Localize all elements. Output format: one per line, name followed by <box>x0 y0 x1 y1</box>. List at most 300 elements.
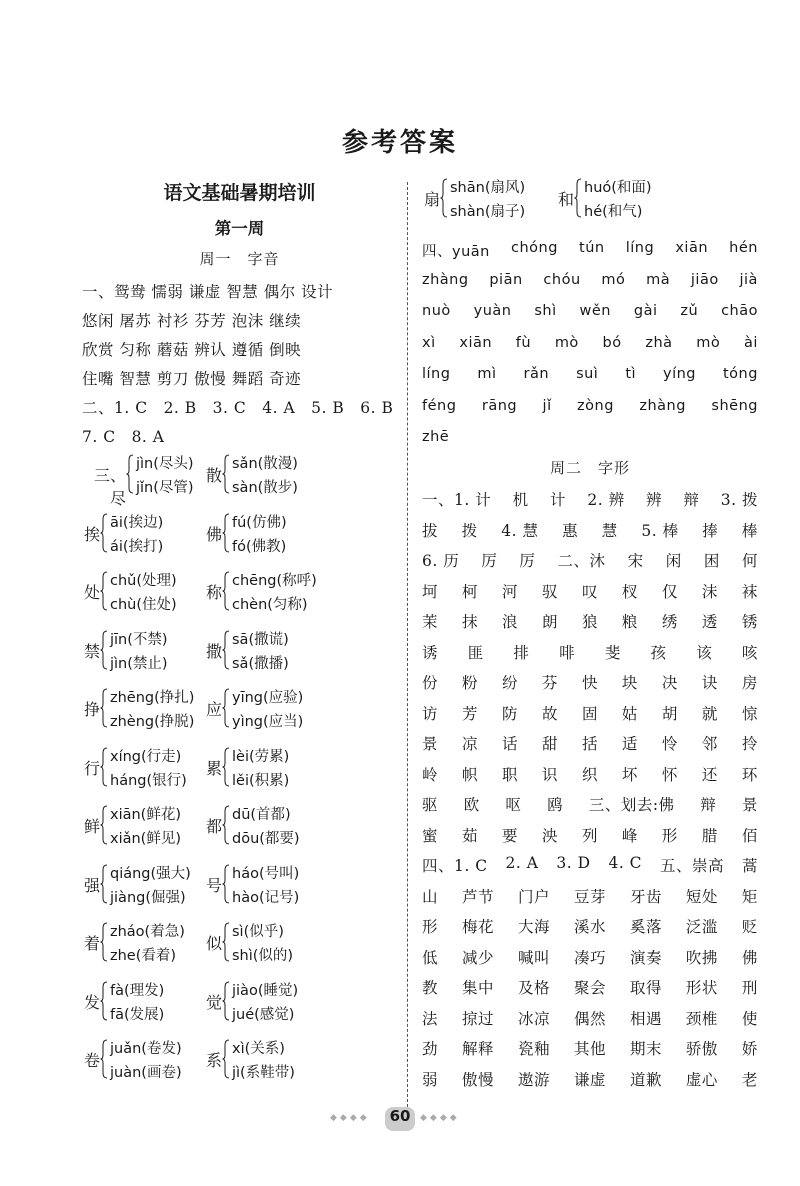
answer-item: shēng <box>711 397 758 414</box>
reading-1: huó(和面) <box>584 180 652 196</box>
page-title: 参考答案 <box>341 128 458 158</box>
brace-icon <box>222 1039 230 1079</box>
answer-item: 括 <box>581 735 598 753</box>
brace-icon <box>100 864 108 904</box>
answer-item: 形 <box>661 826 678 845</box>
answer-item: 娇 <box>741 1040 758 1058</box>
brace-icon <box>100 922 108 962</box>
answer-item: 捧 <box>702 521 719 540</box>
answer-item: 计 <box>549 491 566 509</box>
answer-row <box>422 976 758 998</box>
reading-2: lěi(积累) <box>232 772 290 789</box>
answer-item: ài <box>744 334 758 351</box>
answer-item: 仅 <box>661 582 678 601</box>
brace-icon <box>100 571 108 611</box>
answer-row <box>422 488 758 510</box>
polyphone-char: 应 <box>205 700 222 719</box>
answer-item: 坷 <box>422 582 439 601</box>
answer-item: 五、崇高 <box>659 857 724 875</box>
answer-item: 驭 <box>541 582 558 601</box>
answer-row <box>422 272 758 288</box>
reading-2: hào(记号) <box>232 889 300 906</box>
reading-2: ái(挨打) <box>110 538 164 555</box>
answer-item: 解释 <box>461 1040 494 1058</box>
q2-line: 7. C 8. A <box>82 428 165 446</box>
answer-item: bó <box>602 334 622 351</box>
answer-item: 刑 <box>741 979 758 997</box>
column-divider <box>407 182 408 1107</box>
answer-item: 二、沐 <box>557 552 606 570</box>
answer-item: zhē <box>422 429 450 445</box>
answer-item: chóng <box>510 240 558 256</box>
brace-icon <box>100 981 108 1021</box>
answer-item: 取得 <box>629 979 662 997</box>
answer-item: 2. 辨 <box>587 491 625 509</box>
answer-item: 甜 <box>541 735 558 753</box>
brace-icon <box>574 178 582 218</box>
answer-row <box>422 398 758 414</box>
answer-row <box>422 366 758 382</box>
brace-icon <box>100 805 108 845</box>
brace-icon <box>222 805 230 845</box>
answer-item: jǐ <box>542 397 552 414</box>
reading-2: juàn(画卷) <box>110 1065 182 1081</box>
polyphone-char: 禁 <box>83 641 100 661</box>
answer-item: 孩 <box>650 643 667 662</box>
polyphone-char: 系 <box>205 1051 222 1070</box>
answer-item: mì <box>477 366 497 382</box>
answer-item: 粮 <box>621 613 638 631</box>
answer-item: 还 <box>701 765 718 784</box>
answer-item: zhà <box>645 334 673 351</box>
answer-item: 胡 <box>661 704 678 723</box>
brace-icon <box>222 922 230 962</box>
answer-item: 矩 <box>741 887 758 906</box>
answer-row <box>422 671 758 693</box>
answer-item: 芳 <box>461 704 478 723</box>
decor-dots-right: ◆◆◆◆ <box>420 1113 460 1123</box>
answer-row <box>422 824 758 846</box>
answer-item: 河 <box>501 582 518 601</box>
reading-1: jīn(不禁) <box>110 631 168 648</box>
answer-item: hén <box>729 240 758 256</box>
answer-row <box>422 335 758 351</box>
answer-item: 劲 <box>422 1040 439 1058</box>
answer-item: 及格 <box>517 979 550 997</box>
answer-item: 柯 <box>461 582 478 601</box>
answer-item: 梅花 <box>461 918 494 936</box>
section-heading: 语文基础暑期培训 <box>163 182 316 204</box>
polyphone-char: 和 <box>557 190 574 209</box>
answer-item: xì <box>422 334 436 351</box>
answer-row <box>422 429 449 445</box>
answer-item: 景 <box>741 796 758 814</box>
answer-row <box>422 1037 758 1059</box>
answer-item: 3. 拨 <box>720 491 758 509</box>
answer-row <box>422 915 758 937</box>
reading-2: yìng(应当) <box>232 714 304 730</box>
reading-1: shān(扇风) <box>450 180 526 196</box>
answer-item: 驱 <box>422 796 439 814</box>
answer-item: 坏 <box>621 765 638 784</box>
answer-item: 份 <box>422 674 439 692</box>
brace-icon <box>222 688 230 728</box>
brace-icon <box>126 454 134 494</box>
answer-item: 抹 <box>461 613 478 631</box>
brace-icon <box>222 630 230 670</box>
reading-1: fú(仿佛) <box>232 514 287 531</box>
answer-item: 一、1. 计 <box>422 491 492 509</box>
answer-item: 防 <box>501 704 518 723</box>
answer-item: 形 <box>422 918 439 936</box>
answer-item: 就 <box>701 704 718 723</box>
answer-item: xiān <box>459 334 493 351</box>
page-footer <box>330 1104 470 1134</box>
answer-item: líng <box>422 366 451 382</box>
answer-item: 欧 <box>463 796 480 814</box>
answer-item: 道歉 <box>629 1070 662 1089</box>
answer-item: 要 <box>501 826 518 845</box>
polyphone-char: 处 <box>83 583 100 602</box>
answer-item: tì <box>625 366 637 382</box>
brace-icon <box>222 513 230 553</box>
answer-item: suì <box>576 366 599 382</box>
answer-item: 短处 <box>685 887 718 906</box>
answer-item: zòng <box>577 397 614 414</box>
polyphone-char: 累 <box>205 758 222 778</box>
answer-item: 列 <box>581 826 598 845</box>
answer-item: 使 <box>741 1009 758 1028</box>
answer-item: 佰 <box>741 826 758 845</box>
answer-item: 贬 <box>741 918 758 936</box>
answer-item: 形状 <box>685 979 718 997</box>
polyphone-char: 佛 <box>205 524 222 544</box>
polyphone-char: 散 <box>205 466 222 485</box>
polyphone-char: 号 <box>205 875 222 895</box>
q1-line: 一、鸳鸯 懦弱 谦虚 智慧 偶尔 设计 <box>82 283 334 301</box>
answer-item: 咳 <box>741 643 758 662</box>
answer-item: 法 <box>422 1009 439 1028</box>
answer-item: 大海 <box>517 918 550 936</box>
answer-item: piān <box>489 271 523 288</box>
brace-icon <box>440 178 448 218</box>
answer-item: 5. 棒 <box>641 521 679 540</box>
answer-item: 三、划去:佛 <box>588 796 675 814</box>
answer-item: 景 <box>422 735 439 753</box>
answer-item: mò <box>696 334 721 351</box>
answer-item: 棒 <box>741 521 758 540</box>
answer-item: 排 <box>513 643 530 662</box>
answer-row <box>422 946 758 968</box>
reading-1: chēng(称呼) <box>232 573 317 589</box>
reading-2: chù(住处) <box>110 597 177 613</box>
answer-item: 房 <box>741 674 758 692</box>
answer-item: chāo <box>721 303 758 319</box>
reading-1: zháo(着急) <box>110 924 185 940</box>
answer-row <box>422 610 758 632</box>
answer-item: jià <box>739 271 758 288</box>
reading-2: sǎ(撒播) <box>232 655 289 672</box>
answer-row <box>422 303 758 319</box>
reading-1: fà(理发) <box>110 982 165 999</box>
reading-2: chèn(匀称) <box>232 597 308 613</box>
answer-item: chóu <box>543 271 581 288</box>
answer-item: 访 <box>422 704 439 723</box>
reading-1: jìn(尽头) <box>136 456 194 472</box>
polyphone-char: 似 <box>205 934 222 953</box>
answer-item: 狼 <box>581 613 598 631</box>
answer-item: 惠 <box>562 521 579 540</box>
brace-icon <box>222 864 230 904</box>
polyphone-char: 挨 <box>83 524 100 544</box>
day-heading: 周二 字形 <box>549 459 630 477</box>
answer-item: 牙齿 <box>629 887 662 906</box>
answer-item: 峰 <box>621 826 638 845</box>
reading-2: jué(感觉) <box>232 1006 295 1023</box>
answer-item: 奚落 <box>629 918 662 936</box>
answer-item: 帜 <box>461 765 478 784</box>
answer-item: líng <box>625 240 655 256</box>
answer-item: 6. 历 <box>422 552 460 570</box>
q1-line: 悠闲 屠苏 衬衫 芬芳 泡沫 继续 <box>82 312 302 330</box>
answer-item: 该 <box>696 643 713 662</box>
reading-2: sàn(散步) <box>232 480 298 496</box>
answer-item: mó <box>601 271 626 288</box>
polyphone-char: 撒 <box>205 641 222 661</box>
reading-1: xíng(行走) <box>110 748 182 765</box>
answer-item: 辩 <box>700 796 717 814</box>
answer-row <box>422 1007 758 1029</box>
brace-icon <box>222 571 230 611</box>
reading-2: jì(系鞋带) <box>232 1065 295 1081</box>
answer-item: 沫 <box>701 582 718 601</box>
polyphone-char: 发 <box>83 992 100 1012</box>
answer-item: 四、1. C <box>422 857 488 875</box>
brace-icon <box>222 454 230 494</box>
reading-1: sā(撒谎) <box>232 631 289 648</box>
answer-item: 4. C <box>608 854 643 872</box>
answer-item: 泱 <box>541 826 558 845</box>
answer-item: 邻 <box>701 735 718 753</box>
answer-item: 低 <box>422 948 439 967</box>
answer-item: 慧 <box>601 521 618 540</box>
brace-icon <box>222 981 230 1021</box>
answer-item: jiāo <box>690 271 719 288</box>
reading-2: shàn(扇子) <box>450 204 526 220</box>
polyphone-char: 卷 <box>83 1051 100 1070</box>
answer-item: 蜜 <box>422 826 439 845</box>
reading-2: xiǎn(鲜见) <box>110 831 181 847</box>
answer-item: 期末 <box>629 1040 662 1058</box>
answer-item: 颈椎 <box>685 1009 718 1028</box>
answer-item: zǔ <box>680 303 699 319</box>
answer-item: 佛 <box>741 948 758 967</box>
answer-row <box>422 240 758 261</box>
answer-item: 瓷釉 <box>517 1040 550 1058</box>
answer-row <box>422 793 758 815</box>
reading-2: hé(和气) <box>584 204 643 220</box>
answer-item: féng <box>422 397 457 414</box>
answer-item: 固 <box>581 704 598 723</box>
answer-item: 困 <box>703 552 720 570</box>
answer-item: 弱 <box>422 1070 439 1089</box>
reading-2: háng(银行) <box>110 772 187 789</box>
answer-item: 2. A <box>505 854 539 872</box>
answer-item: 绣 <box>661 613 678 631</box>
polyphone-char: 强 <box>83 875 100 895</box>
answer-item: gài <box>633 303 658 319</box>
answer-item: yuàn <box>473 303 512 319</box>
answer-item: zhàng <box>422 271 469 288</box>
answer-item: 叹 <box>581 582 598 601</box>
brace-icon <box>100 1039 108 1079</box>
answer-item: 决 <box>661 674 678 692</box>
answer-item: 拔 <box>422 521 439 540</box>
answer-item: 四、yuān <box>422 244 490 260</box>
brace-icon <box>222 747 230 787</box>
answer-item: 芬 <box>541 674 558 692</box>
answer-item: 厉 <box>481 552 498 570</box>
answer-item: 傲慢 <box>461 1070 494 1089</box>
reading-1: juǎn(卷发) <box>110 1041 182 1057</box>
answer-item: mà <box>646 271 671 288</box>
answer-item: tóng <box>722 366 758 382</box>
reading-1: chǔ(处理) <box>110 573 177 589</box>
answer-item: zhàng <box>639 397 686 414</box>
q2-line: 二、1. C 2. B 3. C 4. A 5. B 6. B <box>82 399 394 417</box>
answer-item: 姑 <box>621 704 638 723</box>
answer-item: wěn <box>579 303 612 319</box>
polyphone-char: 鲜 <box>83 817 100 836</box>
reading-1: sǎn(散漫) <box>232 456 298 472</box>
answer-item: 掠过 <box>461 1009 494 1028</box>
answer-item: 教 <box>422 979 439 997</box>
answer-item: 识 <box>541 765 558 784</box>
answer-item: 斐 <box>604 643 621 662</box>
answer-item: 匪 <box>467 643 484 662</box>
answer-row <box>422 580 758 602</box>
answer-item: 蒿 <box>741 857 758 875</box>
answer-item: 宋 <box>627 552 644 570</box>
answer-item: 演奏 <box>629 948 662 967</box>
answer-item: 腊 <box>701 826 718 845</box>
answer-item: 怀 <box>661 765 678 784</box>
reading-1: háo(号叫) <box>232 865 300 882</box>
answer-item: 拨 <box>461 521 478 540</box>
answer-item: rǎn <box>523 366 550 382</box>
answer-item: 拎 <box>741 735 758 753</box>
answer-item: 辨 <box>645 491 662 509</box>
answer-item: 减少 <box>461 948 494 967</box>
reading-2: jiàng(倔强) <box>110 889 186 906</box>
answer-row <box>422 732 758 754</box>
polyphone-char: 行 <box>83 758 100 778</box>
answer-item: 老 <box>741 1070 758 1089</box>
answer-item: 快 <box>581 674 598 692</box>
answer-row <box>422 763 758 785</box>
answer-item: 茹 <box>461 826 478 845</box>
answer-item: 怜 <box>661 735 678 753</box>
answer-item: 袜 <box>741 582 758 601</box>
answer-item: 诱 <box>422 643 439 662</box>
polyphone-char: 着 <box>83 934 100 953</box>
answer-item: 溪水 <box>573 918 606 936</box>
answer-item: fù <box>515 334 532 351</box>
answer-item: 块 <box>621 674 638 692</box>
brace-icon <box>100 688 108 728</box>
answer-item: 3. D <box>556 854 591 872</box>
answer-item: 鸥 <box>547 796 564 814</box>
week-heading: 第一周 <box>214 219 265 238</box>
answer-item: 朗 <box>541 613 558 631</box>
polyphone-char: 都 <box>205 817 222 836</box>
answer-item: 虚心 <box>685 1070 718 1089</box>
answer-item: 4. 慧 <box>501 521 539 540</box>
reading-2: jìn(禁止) <box>110 655 168 672</box>
answer-item: 门户 <box>517 887 550 906</box>
answer-item: 集中 <box>461 979 494 997</box>
answer-row <box>422 854 758 876</box>
answer-item: 环 <box>741 765 758 784</box>
answer-item: 谦虚 <box>573 1070 606 1089</box>
page-number: 60 <box>385 1107 415 1131</box>
answer-item: 泛滥 <box>685 918 718 936</box>
answer-item: 聚会 <box>573 979 606 997</box>
answer-item: 浪 <box>501 613 518 631</box>
answer-item: 惊 <box>741 704 758 723</box>
reading-2: dōu(都要) <box>232 831 300 847</box>
answer-item: 呕 <box>505 796 522 814</box>
answer-item: 透 <box>701 613 718 631</box>
reading-1: xì(关系) <box>232 1041 285 1057</box>
answer-item: 骄傲 <box>685 1040 718 1058</box>
reading-1: zhēng(挣扎) <box>110 690 195 706</box>
reading-1: āi(挨边) <box>110 514 164 531</box>
q1-line: 欣赏 匀称 蘑菇 辨认 遵循 倒映 <box>82 341 302 359</box>
answer-item: 话 <box>501 735 518 753</box>
answer-item: 闲 <box>665 552 682 570</box>
answer-row <box>422 519 758 541</box>
reading-2: zhe(看着) <box>110 948 177 964</box>
polyphone-char: 称 <box>205 583 222 602</box>
polyphone-char: 觉 <box>205 992 222 1012</box>
answer-item: 山 <box>422 887 439 906</box>
brace-icon <box>100 630 108 670</box>
brace-icon <box>100 513 108 553</box>
reading-1: qiáng(强大) <box>110 865 191 882</box>
answer-row <box>422 1068 758 1090</box>
reading-2: fā(发展) <box>110 1006 165 1023</box>
polyphone-char: 扇 <box>423 190 440 209</box>
reading-1: yīng(应验) <box>232 690 304 706</box>
polyphone-char: 挣 <box>83 700 100 719</box>
reading-2: jǐn(尽管) <box>136 480 194 496</box>
answer-item: 吹拂 <box>685 948 718 967</box>
answer-item: 织 <box>581 765 598 784</box>
answer-row <box>422 702 758 724</box>
answer-item: 厉 <box>519 552 536 570</box>
answer-item: 相遇 <box>629 1009 662 1028</box>
answer-item: 芦节 <box>461 887 494 906</box>
reading-2: fó(佛教) <box>232 538 287 555</box>
answer-item: 凑巧 <box>573 948 606 967</box>
answer-item: shì <box>534 303 557 319</box>
answer-item: rāng <box>481 397 518 414</box>
answer-item: 偶然 <box>573 1009 606 1028</box>
answer-item: tún <box>579 240 605 256</box>
answer-item: mò <box>554 334 579 351</box>
decor-dots-left: ◆◆◆◆ <box>330 1113 370 1123</box>
